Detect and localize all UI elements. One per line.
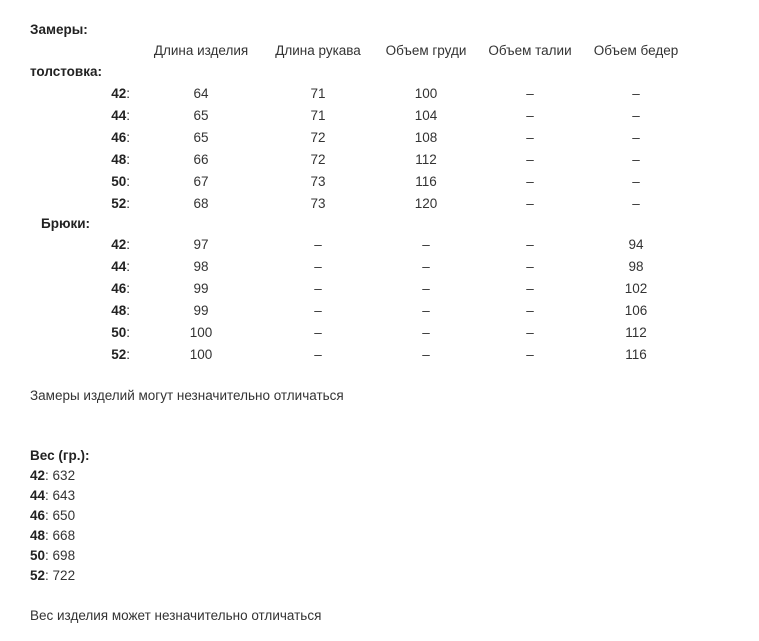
column-header-chest: Объем груди — [385, 43, 467, 58]
weight-item — [30, 488, 75, 503]
table-cell: 112 — [415, 152, 437, 167]
size-colon: : — [126, 303, 130, 318]
table-cell: 98 — [628, 259, 644, 274]
table-cell: 97 — [193, 237, 209, 252]
size-colon: : — [126, 347, 130, 362]
size-number: 46 — [111, 281, 127, 296]
table-cell: – — [526, 281, 534, 296]
table-cell: 102 — [624, 281, 648, 296]
weight-separator: : — [45, 568, 53, 583]
weight-value: 650 — [52, 508, 76, 523]
table-cell: – — [526, 237, 534, 252]
table-cell: 66 — [193, 152, 209, 167]
table-cell: 71 — [310, 108, 326, 123]
weight-separator: : — [45, 528, 53, 543]
weight-size: 44 — [30, 488, 46, 503]
group-label: Брюки: — [41, 216, 91, 231]
weight-separator: : — [45, 488, 53, 503]
weight-note: Вес изделия может незначительно отличаться — [30, 608, 322, 623]
table-cell: – — [526, 86, 534, 101]
table-cell: – — [422, 325, 430, 340]
size-label — [70, 152, 130, 167]
table-cell: 94 — [628, 237, 644, 252]
size-label — [70, 325, 130, 340]
column-header-hips: Объем бедер — [593, 43, 679, 58]
size-number: 50 — [111, 174, 127, 189]
table-cell: 68 — [193, 196, 209, 211]
table-cell: 112 — [625, 325, 647, 340]
table-cell: 106 — [624, 303, 648, 318]
table-cell: – — [526, 152, 534, 167]
size-label — [70, 108, 130, 123]
table-cell: – — [526, 325, 534, 340]
table-cell: 100 — [189, 347, 213, 362]
table-cell: – — [314, 303, 322, 318]
size-number: 48 — [111, 303, 127, 318]
table-cell: 108 — [414, 130, 438, 145]
size-number: 52 — [111, 347, 127, 362]
table-cell: – — [314, 281, 322, 296]
size-label — [70, 281, 130, 296]
table-cell: – — [422, 281, 430, 296]
group-label: толстовка: — [30, 64, 102, 79]
measure-note: Замеры изделий могут незначительно отличаться — [30, 388, 344, 403]
size-label — [70, 86, 130, 101]
size-number: 42 — [111, 86, 127, 101]
weight-size: 52 — [30, 568, 46, 583]
table-cell: 72 — [310, 130, 326, 145]
table-cell: 64 — [193, 86, 209, 101]
table-cell: 65 — [193, 130, 209, 145]
size-colon: : — [126, 259, 130, 274]
size-label — [70, 259, 130, 274]
weight-size: 46 — [30, 508, 46, 523]
weight-value: 643 — [52, 488, 76, 503]
size-label — [70, 347, 130, 362]
table-cell: 99 — [193, 281, 209, 296]
weight-size: 42 — [30, 468, 46, 483]
weight-value: 722 — [52, 568, 76, 583]
size-number: 42 — [111, 237, 127, 252]
size-colon: : — [126, 108, 130, 123]
size-colon: : — [126, 237, 130, 252]
weight-item — [30, 568, 75, 583]
table-cell: – — [526, 174, 534, 189]
table-cell: 73 — [310, 196, 326, 211]
table-cell: – — [632, 108, 640, 123]
table-cell: 100 — [414, 86, 438, 101]
table-cell: 120 — [414, 196, 438, 211]
table-cell: 72 — [310, 152, 326, 167]
table-cell: 99 — [193, 303, 209, 318]
size-colon: : — [126, 86, 130, 101]
column-header-length: Длина изделия — [153, 43, 249, 58]
table-cell: – — [632, 152, 640, 167]
table-cell: 65 — [193, 108, 209, 123]
table-cell: 67 — [193, 174, 209, 189]
table-cell: 104 — [414, 108, 438, 123]
table-cell: – — [526, 303, 534, 318]
table-cell: 71 — [310, 86, 326, 101]
weight-separator: : — [45, 468, 53, 483]
weight-title: Вес (гр.): — [30, 448, 90, 463]
section-title: Замеры: — [30, 22, 88, 37]
weight-item — [30, 508, 75, 523]
table-cell: – — [632, 130, 640, 145]
size-label — [70, 174, 130, 189]
table-cell: – — [314, 347, 322, 362]
size-colon: : — [126, 174, 130, 189]
table-cell: – — [314, 237, 322, 252]
table-cell: – — [632, 86, 640, 101]
table-cell: – — [314, 325, 322, 340]
size-number: 44 — [111, 108, 127, 123]
weight-size: 48 — [30, 528, 46, 543]
weight-value: 698 — [52, 548, 76, 563]
table-cell: – — [422, 303, 430, 318]
weight-value: 668 — [52, 528, 76, 543]
size-colon: : — [126, 130, 130, 145]
table-cell: – — [526, 130, 534, 145]
size-colon: : — [126, 325, 130, 340]
table-cell: 98 — [193, 259, 209, 274]
size-colon: : — [126, 281, 130, 296]
size-number: 44 — [111, 259, 127, 274]
table-cell: 100 — [189, 325, 213, 340]
size-number: 52 — [111, 196, 127, 211]
size-colon: : — [126, 196, 130, 211]
weight-size: 50 — [30, 548, 46, 563]
table-cell: – — [526, 259, 534, 274]
table-cell: – — [314, 259, 322, 274]
column-header-sleeve: Длина рукава — [275, 43, 361, 58]
size-label — [70, 196, 130, 211]
table-cell: – — [526, 347, 534, 362]
weight-separator: : — [45, 548, 53, 563]
size-label — [70, 237, 130, 252]
table-cell: 73 — [310, 174, 326, 189]
table-cell: – — [422, 347, 430, 362]
column-header-waist: Объем талии — [488, 43, 572, 58]
size-colon: : — [126, 152, 130, 167]
table-cell: – — [526, 196, 534, 211]
table-cell: – — [526, 108, 534, 123]
size-number: 50 — [111, 325, 127, 340]
size-label — [70, 303, 130, 318]
size-label — [70, 130, 130, 145]
table-cell: 116 — [415, 174, 437, 189]
table-cell: 116 — [625, 347, 647, 362]
table-cell: – — [422, 259, 430, 274]
table-cell: – — [422, 237, 430, 252]
weight-item — [30, 528, 75, 543]
table-cell: – — [632, 196, 640, 211]
size-number: 48 — [111, 152, 127, 167]
weight-item — [30, 468, 75, 483]
table-cell: – — [632, 174, 640, 189]
weight-item — [30, 548, 75, 563]
size-number: 46 — [111, 130, 127, 145]
weight-value: 632 — [52, 468, 76, 483]
weight-separator: : — [45, 508, 53, 523]
